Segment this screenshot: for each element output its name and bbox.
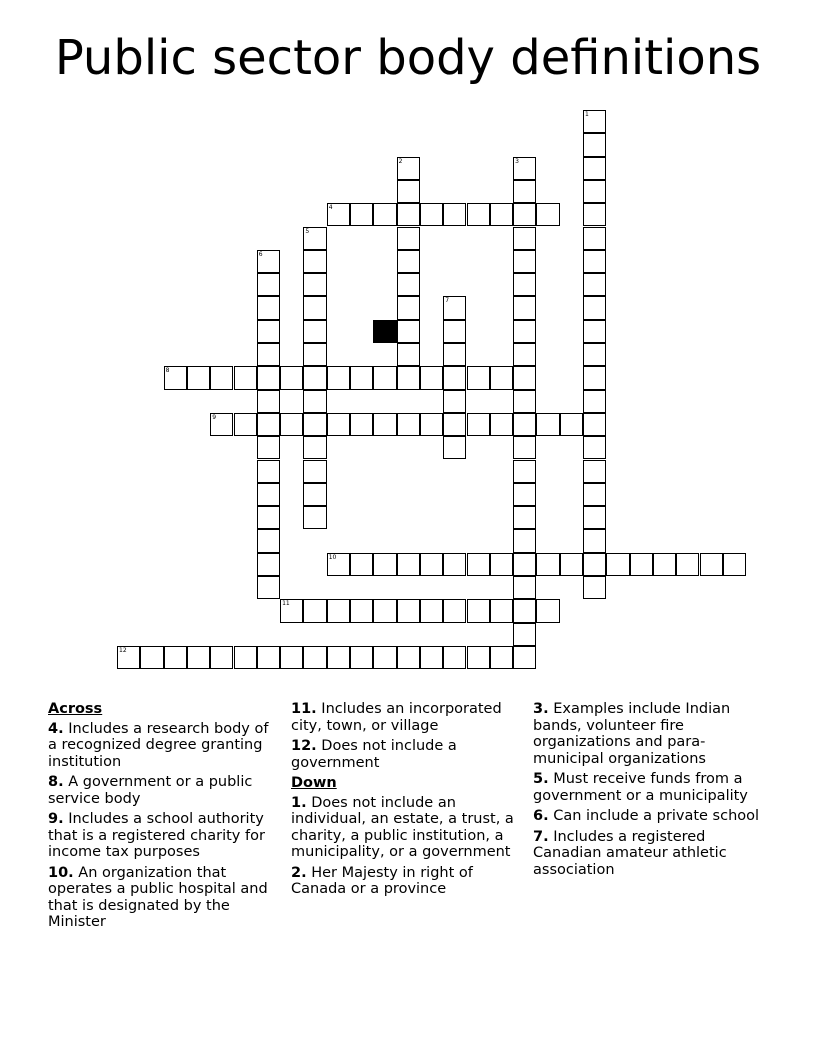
grid-cell[interactable]: [513, 273, 536, 296]
grid-cell[interactable]: [280, 366, 303, 389]
grid-cell[interactable]: [303, 320, 326, 343]
grid-cell[interactable]: [234, 366, 257, 389]
grid-cell[interactable]: [467, 646, 490, 669]
grid-cell[interactable]: [513, 343, 536, 366]
clue-number-label: 10: [328, 553, 337, 561]
grid-cell[interactable]: [420, 599, 443, 622]
down-clue-6: [533, 808, 765, 825]
clue-text: Her Majesty in right of Canada or a province: [291, 864, 473, 897]
grid-cell[interactable]: [257, 320, 280, 343]
grid-cell[interactable]: [397, 599, 420, 622]
grid-cell[interactable]: [397, 227, 420, 250]
grid-cell[interactable]: [513, 529, 536, 552]
grid-cell[interactable]: [257, 506, 280, 529]
clue-number: 1.: [291, 794, 307, 811]
grid-cell[interactable]: [257, 483, 280, 506]
clue-number-label: 11: [282, 600, 290, 608]
grid-cell[interactable]: [327, 646, 350, 669]
clue-text: A government or a public service body: [48, 774, 253, 807]
clue-number-label: 8: [165, 367, 170, 375]
grid-cell[interactable]: [257, 413, 280, 436]
grid-cell[interactable]: [443, 203, 466, 226]
grid-cell[interactable]: [373, 553, 396, 576]
clue-number-label: 12: [119, 646, 127, 654]
grid-cell[interactable]: [513, 157, 536, 180]
grid-cell[interactable]: [490, 553, 513, 576]
grid-cell[interactable]: [490, 413, 513, 436]
grid-cell[interactable]: [303, 460, 326, 483]
grid-cell[interactable]: [583, 157, 606, 180]
grid-cell[interactable]: [583, 413, 606, 436]
grid-cell[interactable]: [187, 366, 210, 389]
grid-cell[interactable]: [420, 203, 443, 226]
grid-cell[interactable]: [117, 646, 140, 669]
grid-cell[interactable]: [257, 553, 280, 576]
grid-cell[interactable]: [303, 366, 326, 389]
grid-cell[interactable]: [397, 273, 420, 296]
grid-cell[interactable]: [327, 203, 350, 226]
grid-cell[interactable]: [280, 413, 303, 436]
grid-cell[interactable]: [257, 343, 280, 366]
grid-cell[interactable]: [257, 646, 280, 669]
clue-number: 7.: [533, 828, 549, 845]
grid-cell[interactable]: [443, 390, 466, 413]
clue-number-label: 6: [258, 250, 263, 258]
grid-cell[interactable]: [583, 273, 606, 296]
grid-cell[interactable]: [583, 320, 606, 343]
grid-cell[interactable]: [257, 273, 280, 296]
page-title: Public sector body definitions: [54, 30, 762, 86]
grid-cell[interactable]: [583, 366, 606, 389]
clue-number-label: 4: [328, 204, 333, 212]
grid-cell[interactable]: [303, 646, 326, 669]
grid-cell[interactable]: [513, 203, 536, 226]
grid-cell[interactable]: [257, 460, 280, 483]
clue-number-label: 2: [398, 157, 403, 165]
grid-cell[interactable]: [350, 646, 373, 669]
across-clue-11: [291, 701, 523, 734]
grid-cell[interactable]: [257, 296, 280, 319]
grid-cell[interactable]: [303, 390, 326, 413]
grid-cell[interactable]: [467, 366, 490, 389]
grid-cell[interactable]: [513, 646, 536, 669]
grid-cell[interactable]: [513, 320, 536, 343]
grid-cell[interactable]: [490, 646, 513, 669]
grid-cell[interactable]: [210, 646, 233, 669]
grid-cell[interactable]: [513, 413, 536, 436]
grid-cell[interactable]: [303, 483, 326, 506]
clue-text: Includes a research body of a recognized degree granting institution: [48, 720, 269, 770]
grid-cell[interactable]: [397, 553, 420, 576]
clue-text: Does not include a government: [291, 738, 457, 771]
grid-cell[interactable]: [257, 436, 280, 459]
grid-cell[interactable]: [443, 553, 466, 576]
grid-cell[interactable]: [583, 343, 606, 366]
grid-cell[interactable]: [583, 529, 606, 552]
grid-cell[interactable]: [443, 436, 466, 459]
grid-cell[interactable]: [676, 553, 699, 576]
grid-cell[interactable]: [397, 157, 420, 180]
grid-cell[interactable]: [560, 413, 583, 436]
grid-cell[interactable]: [303, 296, 326, 319]
clues-column-3: [533, 701, 765, 882]
grid-cell[interactable]: [140, 646, 163, 669]
grid-cell[interactable]: [397, 413, 420, 436]
grid-cell[interactable]: [513, 506, 536, 529]
grid-cell[interactable]: [583, 133, 606, 156]
grid-cell[interactable]: [443, 413, 466, 436]
grid-cell[interactable]: [583, 296, 606, 319]
grid-cell[interactable]: [443, 646, 466, 669]
clue-number: 8.: [48, 774, 64, 790]
grid-cell[interactable]: [583, 180, 606, 203]
grid-cell[interactable]: [536, 553, 559, 576]
grid-cell[interactable]: [583, 250, 606, 273]
clues-column-1: [48, 701, 280, 935]
grid-cell[interactable]: [583, 227, 606, 250]
grid-cell[interactable]: [397, 646, 420, 669]
grid-cell[interactable]: [373, 366, 396, 389]
grid-cell[interactable]: [513, 180, 536, 203]
grid-cell[interactable]: [397, 296, 420, 319]
grid-cell[interactable]: [257, 250, 280, 273]
clue-number: 6.: [533, 808, 549, 824]
clue-number: 12.: [291, 738, 317, 754]
grid-cell[interactable]: [303, 506, 326, 529]
grid-cell[interactable]: [443, 343, 466, 366]
clue-text: Includes a school authority that is a registered charity for income tax purposes: [48, 811, 265, 860]
down-clue-2: [291, 865, 523, 898]
grid-cell[interactable]: [420, 366, 443, 389]
grid-cell[interactable]: [257, 366, 280, 389]
grid-cell[interactable]: [303, 250, 326, 273]
grid-cell[interactable]: [187, 646, 210, 669]
grid-cell[interactable]: [513, 553, 536, 576]
clue-number: 2.: [291, 864, 307, 881]
grid-cell[interactable]: [513, 576, 536, 599]
clue-number: 10.: [48, 864, 74, 881]
grid-cell[interactable]: [327, 413, 350, 436]
down-heading: Down: [291, 775, 337, 791]
clue-text: Does not include an individual, an estate, a trust, a charity, a public institution, a municipality, or a government: [291, 794, 514, 860]
grid-cell[interactable]: [350, 553, 373, 576]
grid-cell[interactable]: [210, 366, 233, 389]
grid-cell[interactable]: [397, 320, 420, 343]
grid-cell[interactable]: [630, 553, 653, 576]
grid-cell[interactable]: [536, 413, 559, 436]
clue-text: Can include a private school: [553, 808, 760, 824]
grid-cell[interactable]: [467, 599, 490, 622]
clue-text: Includes a registered Canadian amateur athletic association: [533, 828, 727, 878]
grid-cell[interactable]: [490, 203, 513, 226]
grid-cell[interactable]: [280, 599, 303, 622]
clue-number: 11.: [291, 701, 317, 717]
grid-cell[interactable]: [303, 273, 326, 296]
grid-cell[interactable]: [350, 366, 373, 389]
grid-cell[interactable]: [397, 203, 420, 226]
grid-cell[interactable]: [700, 553, 723, 576]
grid-cell[interactable]: [350, 413, 373, 436]
clue-number: 5.: [533, 771, 549, 787]
grid-cell[interactable]: [420, 553, 443, 576]
down-clue-5: [533, 771, 765, 804]
grid-cell[interactable]: [257, 529, 280, 552]
clue-text: An organization that operates a public hospital and that is designated by the Minister: [48, 864, 268, 930]
grid-cell[interactable]: [164, 646, 187, 669]
grid-cell[interactable]: [723, 553, 746, 576]
across-heading: Across: [48, 701, 103, 717]
grid-cell[interactable]: [443, 599, 466, 622]
grid-cell[interactable]: [513, 483, 536, 506]
grid-cell[interactable]: [397, 250, 420, 273]
grid-cell[interactable]: [513, 460, 536, 483]
down-clue-3: [533, 701, 765, 767]
clues-column-2: [291, 701, 523, 902]
grid-cell[interactable]: [583, 110, 606, 133]
grid-cell[interactable]: [443, 366, 466, 389]
grid-cell[interactable]: [210, 413, 233, 436]
grid-cell[interactable]: [583, 506, 606, 529]
clue-number-label: 5: [305, 227, 310, 235]
grid-cell[interactable]: [397, 343, 420, 366]
clue-text: Includes an incorporated city, town, or village: [291, 701, 502, 734]
across-clue-8: [48, 774, 280, 807]
grid-cell[interactable]: [303, 599, 326, 622]
grid-cell[interactable]: [513, 599, 536, 622]
grid-cell[interactable]: [513, 227, 536, 250]
grid-cell[interactable]: [513, 250, 536, 273]
grid-cell[interactable]: [583, 390, 606, 413]
across-clue-12: [291, 738, 523, 771]
grid-cell[interactable]: [303, 343, 326, 366]
across-clue-10: [48, 865, 280, 931]
grid-cell[interactable]: [373, 599, 396, 622]
grid-cell[interactable]: [443, 296, 466, 319]
grid-cell[interactable]: [513, 390, 536, 413]
grid-cell[interactable]: [513, 623, 536, 646]
grid-cell[interactable]: [303, 436, 326, 459]
clue-text: Examples include Indian bands, volunteer fire organizations and para-municipal organizations: [533, 701, 731, 767]
grid-cell[interactable]: [583, 203, 606, 226]
grid-cell[interactable]: [443, 320, 466, 343]
grid-cell[interactable]: [303, 227, 326, 250]
grid-cell[interactable]: [560, 553, 583, 576]
grid-cell[interactable]: [164, 366, 187, 389]
grid-cell[interactable]: [583, 576, 606, 599]
grid-cell[interactable]: [420, 413, 443, 436]
grid-cell[interactable]: [327, 366, 350, 389]
grid-cell[interactable]: [257, 390, 280, 413]
grid-cell[interactable]: [327, 553, 350, 576]
grid-cell[interactable]: [234, 413, 257, 436]
clue-number-label: 9: [212, 413, 217, 421]
down-clue-1: [291, 795, 523, 861]
grid-cell[interactable]: [397, 180, 420, 203]
grid-cell[interactable]: [420, 646, 443, 669]
grid-cell[interactable]: [467, 413, 490, 436]
grid-cell[interactable]: [327, 599, 350, 622]
clue-number-label: 3: [515, 157, 519, 165]
grid-cell[interactable]: [513, 366, 536, 389]
across-clue-4: [48, 721, 280, 771]
grid-cell[interactable]: [350, 203, 373, 226]
grid-cell[interactable]: [583, 553, 606, 576]
grid-cell[interactable]: [653, 553, 676, 576]
grid-cell[interactable]: [280, 646, 303, 669]
grid-cell[interactable]: [583, 460, 606, 483]
blocked-cell: [373, 320, 396, 343]
grid-cell[interactable]: [513, 436, 536, 459]
clue-number: 4.: [48, 720, 64, 737]
across-clue-9: [48, 811, 280, 861]
grid-cell[interactable]: [490, 366, 513, 389]
grid-cell[interactable]: [583, 436, 606, 459]
grid-cell[interactable]: [467, 203, 490, 226]
clue-number: 3.: [533, 701, 549, 717]
grid-cell[interactable]: [513, 296, 536, 319]
clue-number-label: 7: [445, 297, 450, 305]
grid-cell[interactable]: [536, 203, 559, 226]
grid-cell[interactable]: [257, 576, 280, 599]
grid-cell[interactable]: [397, 366, 420, 389]
grid-cell[interactable]: [467, 553, 490, 576]
grid-cell[interactable]: [490, 599, 513, 622]
grid-cell[interactable]: [350, 599, 373, 622]
clue-number: 9.: [48, 811, 64, 827]
grid-cell[interactable]: [606, 553, 629, 576]
clue-number-label: 1: [585, 111, 589, 118]
down-clue-7: [533, 829, 765, 879]
grid-cell[interactable]: [583, 483, 606, 506]
grid-cell[interactable]: [536, 599, 559, 622]
grid-cell[interactable]: [373, 413, 396, 436]
clue-text: Must receive funds from a government or a municipality: [533, 771, 748, 804]
grid-cell[interactable]: [373, 203, 396, 226]
grid-cell[interactable]: [303, 413, 326, 436]
grid-cell[interactable]: [373, 646, 396, 669]
grid-cell[interactable]: [234, 646, 257, 669]
